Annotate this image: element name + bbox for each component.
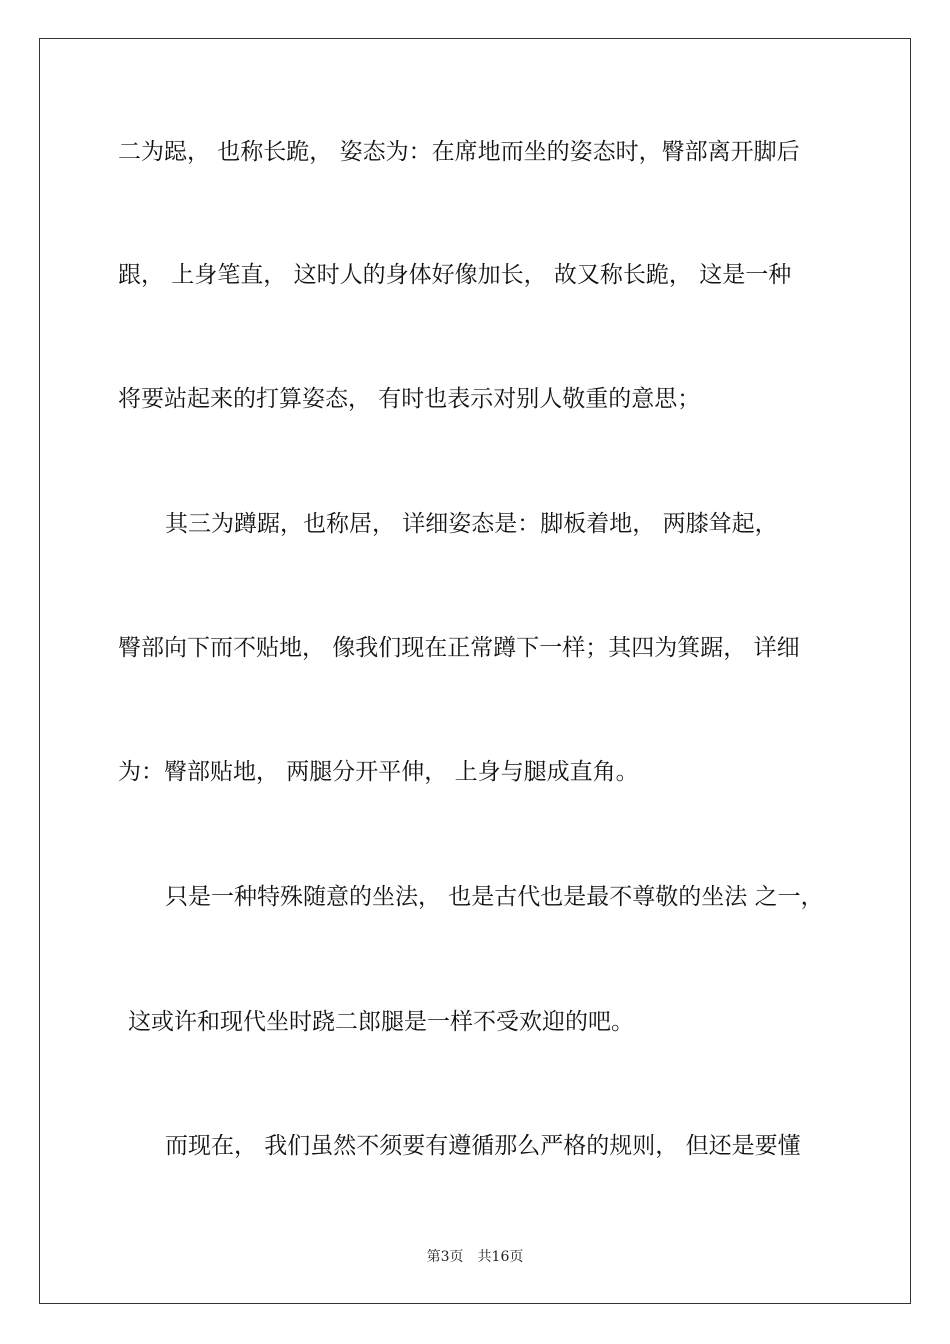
text-line-6: 为：臀部贴地， 两腿分开平伸， 上身与腿成直角。 — [118, 759, 639, 785]
text-line-1: 二为跽， 也称长跪， 姿态为：在席地而坐的姿态时，臀部离开脚后 — [118, 139, 800, 165]
text-line-8: 这或许和现代坐时跷二郎腿是一样不受欢迎的吧。 — [128, 1009, 634, 1035]
page-number: 第3页 — [426, 1249, 464, 1265]
page-footer — [0, 1248, 950, 1266]
page-border — [39, 38, 911, 1304]
text-line-2: 跟， 上身笔直， 这时人的身体好像加长， 故又称长跪， 这是一种 — [118, 262, 792, 288]
total-pages: 共16页 — [477, 1249, 524, 1265]
text-line-9: 而现在， 我们虽然不须要有遵循那么严格的规则， 但还是要懂 — [165, 1133, 801, 1159]
text-line-5: 臀部向下而不贴地， 像我们现在正常蹲下一样；其四为箕踞， 详细 — [118, 635, 800, 661]
text-line-4: 其三为蹲踞，也称居， 详细姿态是：脚板着地， 两膝耸起， — [165, 511, 778, 537]
text-line-7: 只是一种特殊随意的坐法， 也是古代也是最不尊敬的坐法 之一， — [165, 884, 824, 910]
text-line-3: 将要站起来的打算姿态， 有时也表示对别人敬重的意思； — [118, 386, 701, 412]
